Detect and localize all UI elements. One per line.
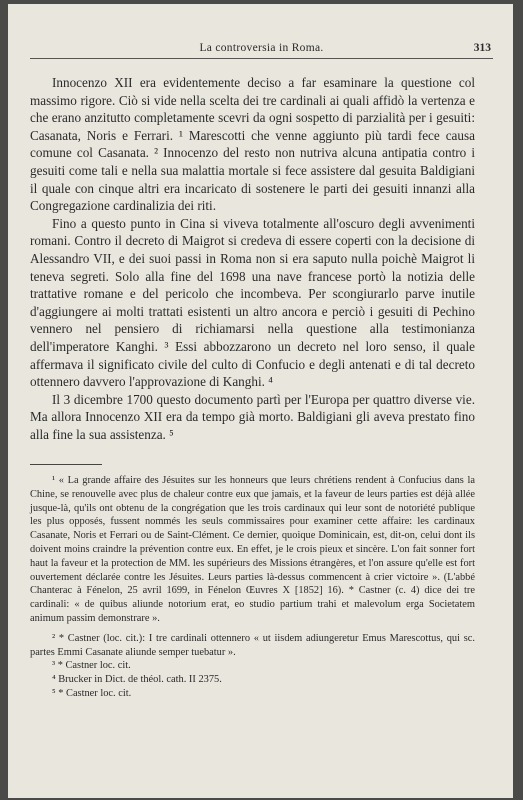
running-header <box>30 42 493 59</box>
page-number: 313 <box>473 42 491 54</box>
footnote: ⁴ Brucker in Dict. de théol. cath. II 2375. <box>52 674 222 686</box>
footnote: ² * Castner (loc. cit.): I tre cardinali ottennero « ut iisdem adiungeretur Emus Marescottus, qui sc. partes Emmi Casanate aliunde semper tuebatur ». <box>30 632 475 658</box>
footnote: ⁵ * Castner loc. cit. <box>52 687 132 699</box>
footnote: ³ * Castner loc. cit. <box>52 660 131 672</box>
paragraph: Innocenzo XII era evidentemente deciso a far esaminare la questione col massimo rigore. Ciò si vide nella scelta dei tre cardinali ai quali affidò la vertenza e che erano anzitutto completamente scevri da ogni sospetto di parzialità per i gesuiti: Casanata, Noris e Ferrari. ¹ Marescotti che venne aggiunto più tardi fece causa comune col Casanata. ² Innocenzo del resto non nutriva alcuna antipatia contro i gesuiti come tali e nella sua malattia mortale si fece assistere dal gesuita Baldigiani il quale con cinque altri era incaricato di sostenere le parti dei gesuiti innanzi alla Congregazione cardinalizia dei riti. <box>30 75 475 214</box>
footnote-divider <box>30 464 102 465</box>
footnote: ¹ « La grande affaire des Jésuites sur les honneurs que leurs chrétiens rendent à Confucius dans la Chine, se renouvelle avec plus de chaleur contre eux que jamais, et la faveur de leurs parties est déjà allée jusque-là, qu'ils ont obtenu de la congrégation que les trois cardinaux qui leur sont de notoriété publique les plus opposés, fussent nommés les seuls commissaires pour examiner cette affaire: les cardinaux Casanate, Noris et Ferrari ou de Saint-Clément. Ce dernier, quoique Dominicain, est, dit-on, celui dont ils doivent moins craindre la prévention contre eux. En effet, je le crois pieux et sincère. L'on fait sonner fort haut la faveur et la protection de MM. les supérieurs des Missions étrangères, et l'on assure qu'elle est fort ouvertement déclarée contre les Jésuites. Leurs parties là-dessus commencent à crier victoire ». (L'abbé Chanterac à Fénelon, 25 avril 1699, in Fénelon Œuvres X [1852] 16). * Castner (c. 4) dice dei tre cardinali: « de quibus aliunde notorium erat, eo studio partium trahi et malevolum erga Societatem animum passim demonstrare ». <box>30 475 475 624</box>
paragraph: Il 3 dicembre 1700 questo documento partì per l'Europa per quattro diverse vie. Ma allora Innocenzo XII era da tempo già morto. Baldigiani gli aveva prestato fino alla fine la sua assistenza. ⁵ <box>30 391 475 442</box>
footnotes <box>30 474 475 701</box>
main-text <box>30 74 475 443</box>
paragraph: Fino a questo punto in Cina si viveva totalmente all'oscuro degli avvenimenti romani. Contro il decreto di Maigrot si credeva di essere coperti con la decisione di Alessandro VII, e dei suoi passi in Roma non si era saputo nulla poichè Maigrot li teneva segreti. Solo alla fine del 1698 una nave francese portò la notizia delle trattative romane e del pericolo che incombeva. Per scongiurarlo parve inutile d'aggiungere ai molti trattati esistenti un altro ancora e perciò i gesuiti di Pechino vennero nel pensiero di richiamarsi nella questione alla testimonianza dell'imperatore Kanghi. ³ Essi abbozzarono un decreto nel loro senso, il quale affermava il significato civile del culto di Confucio e degli antenati e di tal decreto ottennero davvero l'approvazione di Kanghi. ⁴ <box>30 215 475 390</box>
running-title: La controversia in Roma. <box>199 42 324 54</box>
book-page <box>8 4 513 798</box>
